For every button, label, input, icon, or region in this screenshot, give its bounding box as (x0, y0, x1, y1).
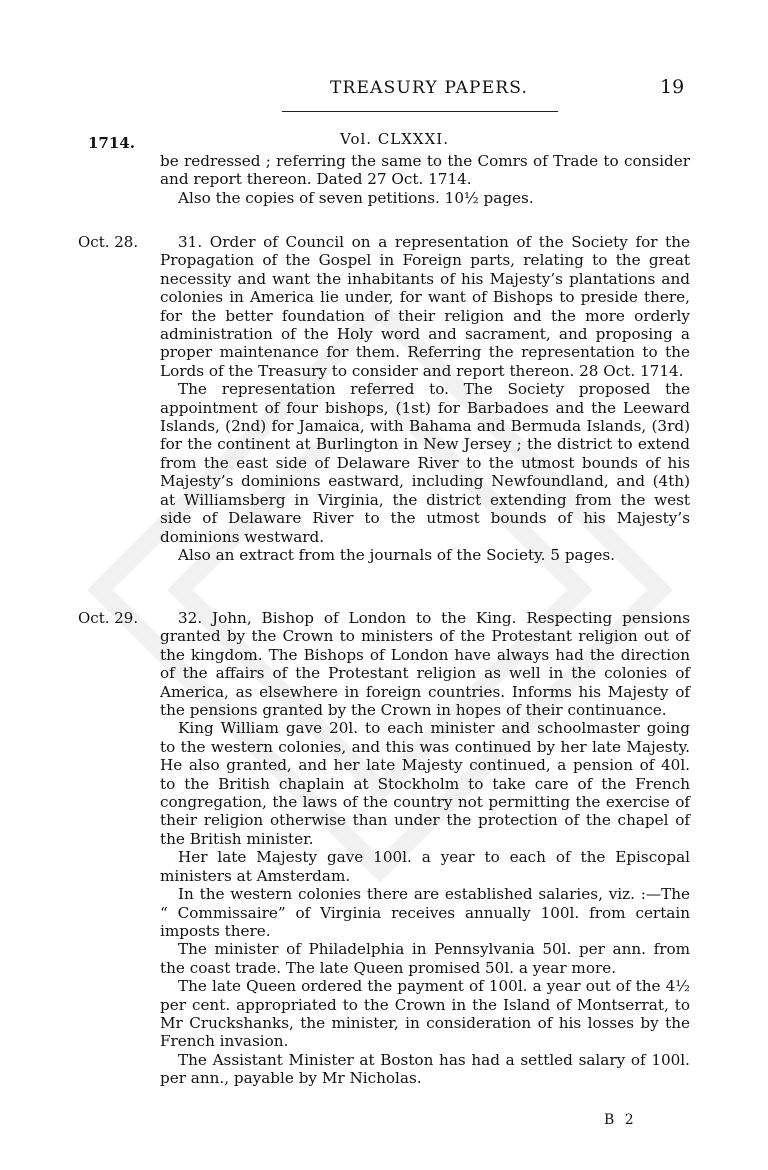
entry-32 (160, 609, 690, 1088)
entry-31-para-2: The representation referred to. The Society proposed the appointment of four bishops, (1st) for Barbadoes and the Leeward Islands, (2nd) for Jamaica, with Bahama and Bermuda Islands, (3rd) for the continent at Burlington in New Jersey ; the district to extend from the east side of Delaware River to the utmost bounds of his Majesty’s dominions eastward, including Newfoundland, and (4th) at Williamsberg in Virginia, the district extending from the west side of Delaware River to the utmost bounds of his Majesty’s dominions westward. (160, 380, 690, 546)
entry-32-para-6: The late Queen ordered the payment of 100l. a year out of the 4½ per cent. appropriated to the Crown in the Island of Montserrat, to Mr Cruckshanks, the minister, in consideration of his losses by the French invasion. (160, 977, 690, 1051)
continuation-text: be redressed ; referring the same to the Comrs of Trade to consider and report thereon. Dated 27 Oct. 1714. (160, 152, 690, 189)
entry-31-date: Oct. 28. (78, 233, 139, 251)
entry-32-para-3: Her late Majesty gave 100l. a year to each of the Episcopal ministers at Amsterdam. (160, 848, 690, 885)
entry-32-para-2: King William gave 20l. to each minister and schoolmaster going to the western colonies, and this was continued by her late Majesty. He also granted, and her late Majesty continued, a pension of 40l. to the British chaplain at Stockholm to take care of the French congregation, the laws of the country not permitting the exercise of their religion otherwise than under the protection of the chapel of the British minister. (160, 719, 690, 848)
page-number: 19 (660, 76, 685, 98)
entry-31 (160, 233, 690, 564)
volume-label: Vol. CLXXXI. (340, 130, 449, 148)
entry-32-para-1: 32. John, Bishop of London to the King. Respecting pensions granted by the Crown to ministers of the Protestant religion out of the kingdom. The Bishops of London have always had the direction of the affairs of the Protestant religion as well in the colonies of America, as elsewhere in foreign countries. Informs his Majesty of the pensions granted by the Crown in hopes of their continuance. (160, 609, 690, 720)
header-rule (282, 111, 558, 112)
entry-32-para-7: The Assistant Minister at Boston has had a settled salary of 100l. per ann., payable by Mr Nicholas. (160, 1050, 690, 1088)
signature-mark: B 2 (604, 1112, 637, 1128)
entry-32-date: Oct. 29. (78, 609, 139, 627)
running-head (0, 78, 768, 102)
continuation-also: Also the copies of seven petitions. 10½ pages. (178, 188, 534, 207)
entry-32-para-4: In the western colonies there are established salaries, viz. :—The “ Commissaire” of Virginia receives annually 100l. from certain imposts there. (160, 885, 690, 940)
continuation-block (160, 152, 690, 207)
entry-31-para-1: 31. Order of Council on a representation of the Society for the Propagation of the Gospel in Foreign parts, relating to the great necessity and want the inhabitants of his Majesty’s plantations and colonies in America lie under, for want of Bishops to preside there, for the better foundation of their religion and the more orderly administration of the Holy word and sacrament, and proposing a proper maintenance for them. Referring the representation to the Lords of the Treasury to consider and report thereon. 28 Oct. 1714. (160, 233, 690, 380)
entry-31-also: Also an extract from the journals of the Society. 5 pages. (178, 545, 615, 564)
entry-32-para-5: The minister of Philadelphia in Pennsylvania 50l. per ann. from the coast trade. The late Queen promised 50l. a year more. (160, 940, 690, 977)
running-title: TREASURY PAPERS. (330, 78, 529, 98)
year-label: 1714. (88, 134, 135, 152)
